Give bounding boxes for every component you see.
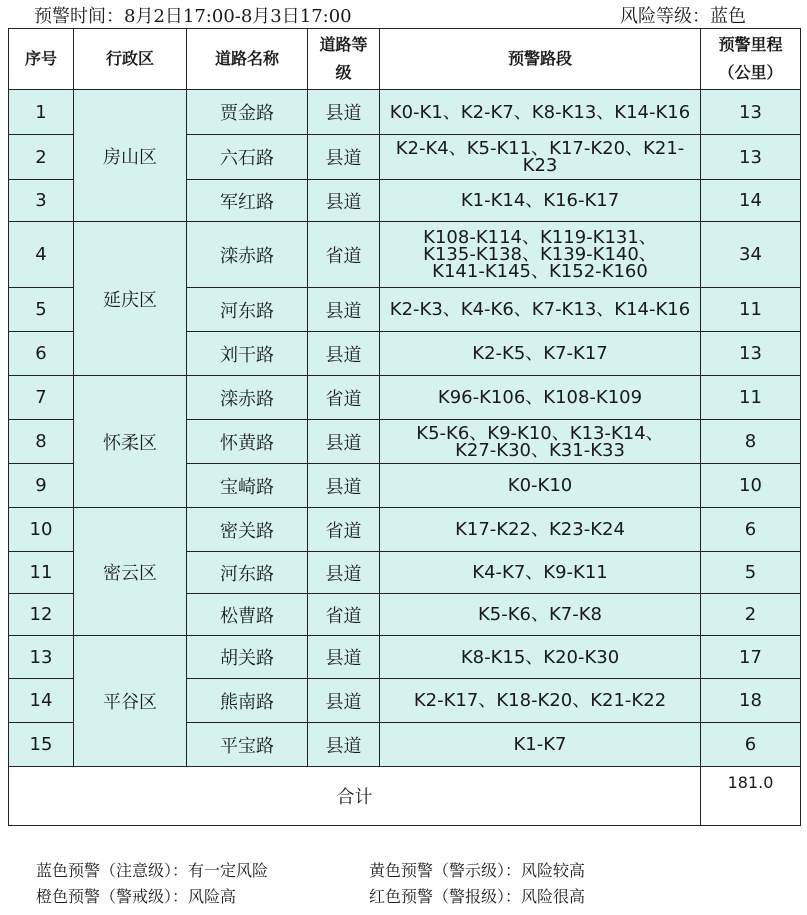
- row-no: 8: [9, 420, 74, 464]
- row-no: 1: [9, 90, 74, 135]
- col-header-km: 预警里程（公里）: [701, 29, 801, 90]
- road-name: 胡关路: [187, 636, 308, 679]
- road-grade: 省道: [308, 594, 380, 636]
- km: 14: [701, 180, 801, 222]
- col-header-no: 序号: [9, 29, 74, 90]
- segments: K2-K3、K4-K6、K7-K13、K14-K16: [380, 288, 701, 332]
- km: 18: [701, 679, 801, 723]
- road-name: 滦赤路: [187, 376, 308, 420]
- col-header-road: 道路名称: [187, 29, 308, 90]
- segments: K1-K14、K16-K17: [380, 180, 701, 222]
- district-cell: 延庆区: [74, 222, 187, 376]
- road-grade: 县道: [308, 636, 380, 679]
- road-name: 军红路: [187, 180, 308, 222]
- road-grade: 省道: [308, 508, 380, 552]
- row-no: 15: [9, 723, 74, 767]
- km: 11: [701, 288, 801, 332]
- row-no: 9: [9, 464, 74, 508]
- km: 34: [701, 222, 801, 288]
- segments: K96-K106、K108-K109: [380, 376, 701, 420]
- row-no: 13: [9, 636, 74, 679]
- km: 17: [701, 636, 801, 679]
- warning-level-legend: [36, 858, 736, 910]
- km: 13: [701, 90, 801, 135]
- district-cell: 房山区: [74, 90, 187, 222]
- segments: K2-K17、K18-K20、K21-K22: [380, 679, 701, 723]
- road-grade: 县道: [308, 464, 380, 508]
- district-cell: 怀柔区: [74, 376, 187, 508]
- km: 11: [701, 376, 801, 420]
- table-row: [9, 636, 801, 679]
- road-name: 河东路: [187, 552, 308, 594]
- row-no: 6: [9, 332, 74, 376]
- segments: K17-K22、K23-K24: [380, 508, 701, 552]
- road-name: 滦赤路: [187, 222, 308, 288]
- segments: K2-K4、K5-K11、K17-K20、K21-K23: [380, 135, 701, 180]
- road-name: 松曹路: [187, 594, 308, 636]
- table-row: [9, 90, 801, 135]
- col-header-district: 行政区: [74, 29, 187, 90]
- district-cell: 平谷区: [74, 636, 187, 767]
- road-name: 六石路: [187, 135, 308, 180]
- road-grade: 省道: [308, 222, 380, 288]
- road-grade: 县道: [308, 135, 380, 180]
- segments: K1-K7: [380, 723, 701, 767]
- row-no: 10: [9, 508, 74, 552]
- km: 5: [701, 552, 801, 594]
- km: 6: [701, 508, 801, 552]
- row-no: 4: [9, 222, 74, 288]
- road-name: 贾金路: [187, 90, 308, 135]
- road-name: 宝崎路: [187, 464, 308, 508]
- total-row: [9, 767, 801, 826]
- district-cell: 密云区: [74, 508, 187, 636]
- km: 13: [701, 135, 801, 180]
- table-row: [9, 376, 801, 420]
- km: 6: [701, 723, 801, 767]
- road-name: 刘干路: [187, 332, 308, 376]
- header-bar: [0, 2, 807, 26]
- road-grade: 县道: [308, 420, 380, 464]
- road-grade: 县道: [308, 180, 380, 222]
- legend-orange: 橙色预警（警戒级）：风险高: [36, 887, 237, 906]
- km: 13: [701, 332, 801, 376]
- row-no: 12: [9, 594, 74, 636]
- row-no: 3: [9, 180, 74, 222]
- row-no: 2: [9, 135, 74, 180]
- road-grade: 县道: [308, 679, 380, 723]
- km: 10: [701, 464, 801, 508]
- road-name: 熊南路: [187, 679, 308, 723]
- road-grade: 县道: [308, 552, 380, 594]
- segments: K4-K7、K9-K11: [380, 552, 701, 594]
- segments: K8-K15、K20-K30: [380, 636, 701, 679]
- legend-yellow: 黄色预警（警示级）：风险较高: [369, 861, 586, 880]
- row-no: 11: [9, 552, 74, 594]
- risk-level: 风险等级：蓝色: [620, 6, 746, 27]
- total-value: 181.0: [701, 767, 801, 826]
- col-header-grade: 道路等级: [308, 29, 380, 90]
- col-header-segments: 预警路段: [380, 29, 701, 90]
- segments: K0-K10: [380, 464, 701, 508]
- table-row: [9, 508, 801, 552]
- segments: K5-K6、K7-K8: [380, 594, 701, 636]
- road-name: 密关路: [187, 508, 308, 552]
- row-no: 7: [9, 376, 74, 420]
- segments: K0-K1、K2-K7、K8-K13、K14-K16: [380, 90, 701, 135]
- legend-red: 红色预警（警报级）：风险很高: [369, 887, 586, 906]
- total-label: 合计: [9, 767, 701, 826]
- warning-period: 预警时间：8月2日17:00-8月3日17:00: [34, 6, 352, 27]
- segments: K2-K5、K7-K17: [380, 332, 701, 376]
- row-no: 14: [9, 679, 74, 723]
- road-warning-table: [8, 28, 801, 826]
- segments: K108-K114、K119-K131、K135-K138、K139-K140、K141-K145、K152-K160: [380, 222, 701, 288]
- road-name: 平宝路: [187, 723, 308, 767]
- table-row: [9, 222, 801, 288]
- row-no: 5: [9, 288, 74, 332]
- road-name: 怀黄路: [187, 420, 308, 464]
- km: 2: [701, 594, 801, 636]
- km: 8: [701, 420, 801, 464]
- legend-blue: 蓝色预警（注意级）：有一定风险: [36, 861, 269, 880]
- road-grade: 省道: [308, 376, 380, 420]
- road-grade: 县道: [308, 288, 380, 332]
- road-grade: 县道: [308, 332, 380, 376]
- road-name: 河东路: [187, 288, 308, 332]
- road-grade: 县道: [308, 723, 380, 767]
- table-header-row: [9, 29, 801, 90]
- road-grade: 县道: [308, 90, 380, 135]
- segments: K5-K6、K9-K10、K13-K14、K27-K30、K31-K33: [380, 420, 701, 464]
